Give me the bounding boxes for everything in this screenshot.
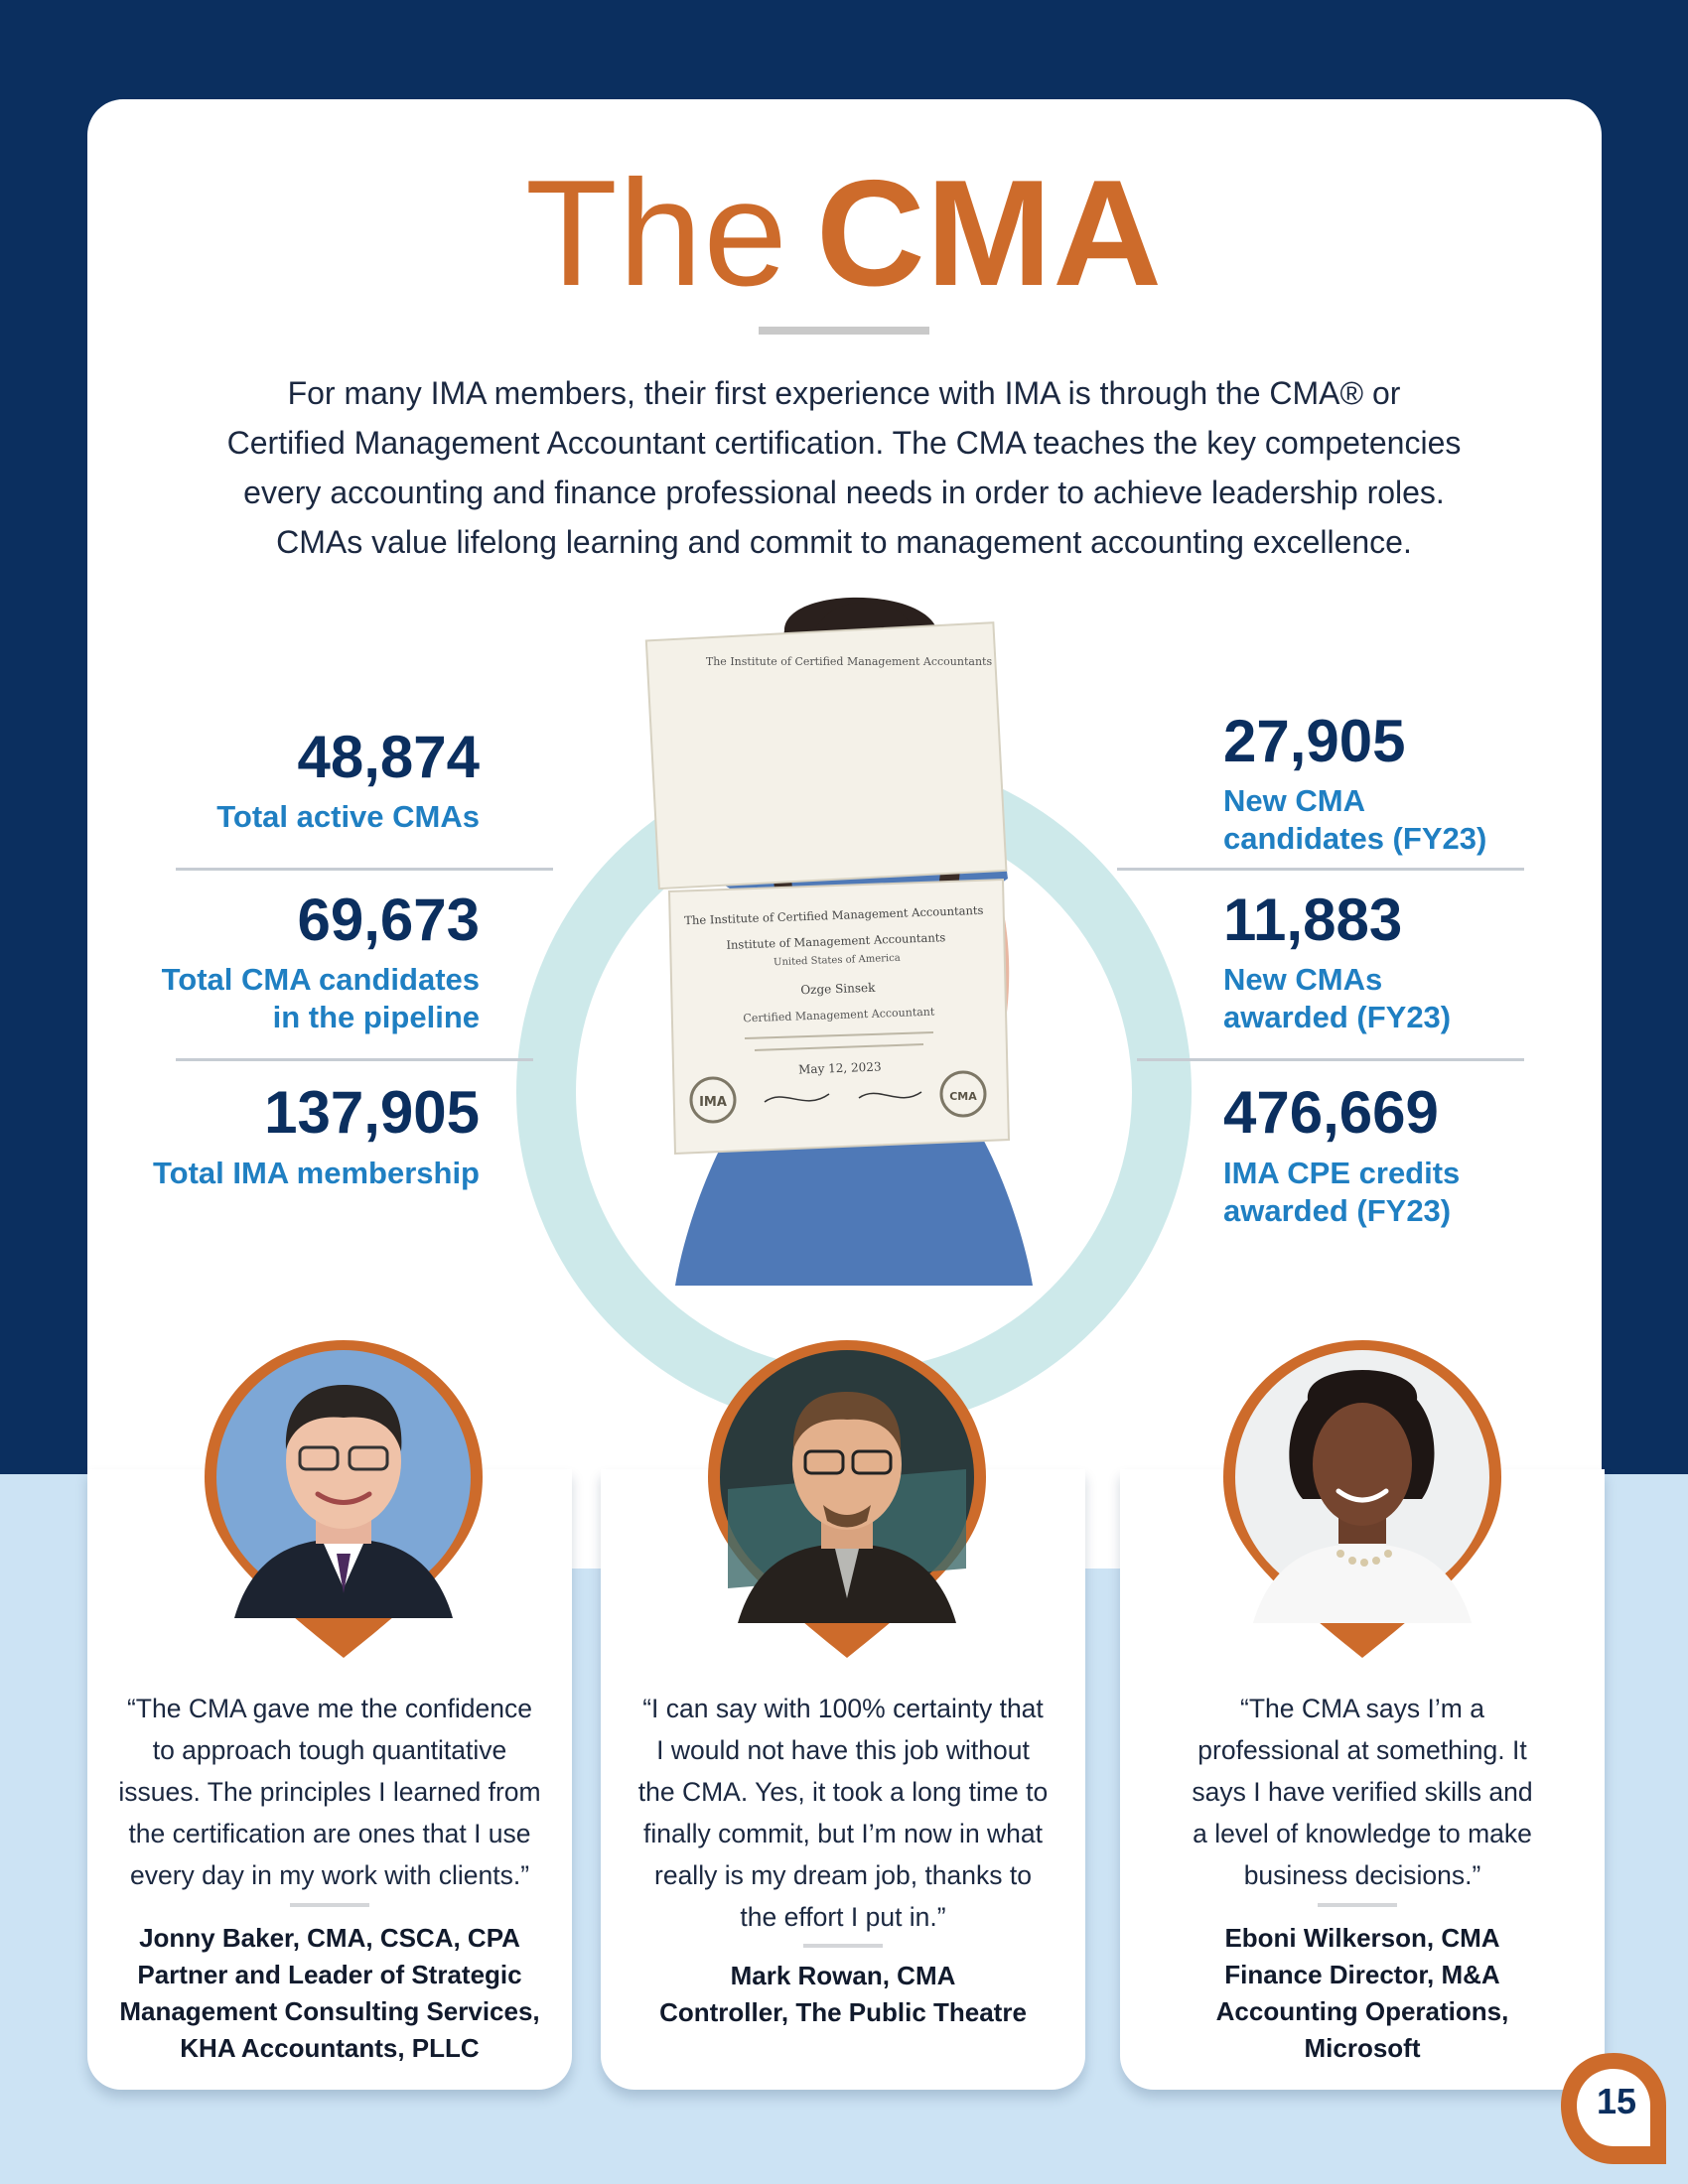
attribution-line: Accounting Operations, [1215, 1996, 1509, 2026]
avatar-pin-jonny-baker [195, 1330, 492, 1668]
testimonial-quote [1120, 1688, 1605, 1896]
quote-divider [290, 1903, 369, 1907]
stat-value: 137,905 [264, 1079, 480, 1146]
attribution-line: Management Consulting Services, [119, 1996, 540, 2026]
title-bold: CMA [815, 149, 1164, 318]
quote-line: the effort I put in.” [740, 1902, 946, 1932]
quote-line: finally commit, but I’m now in what [642, 1819, 1044, 1848]
stat-label: awarded (FY23) [1223, 1193, 1452, 1228]
stat-label: New CMA [1223, 783, 1365, 818]
intro-line: Certified Management Accountant certification. The CMA teaches the key competencies [226, 425, 1462, 461]
intro-line: CMAs value lifelong learning and commit to management accounting excellence. [276, 524, 1412, 560]
quote-divider [803, 1944, 883, 1948]
title-divider [759, 327, 929, 335]
stat-divider [1117, 868, 1524, 871]
quote-line: I would not have this job without [656, 1735, 1030, 1765]
quote-line: says I have verified skills and [1192, 1777, 1533, 1807]
quote-line: “The CMA gave me the confidence [126, 1694, 533, 1723]
quote-line: the CMA. Yes, it took a long time to [637, 1777, 1049, 1807]
stat-label: awarded (FY23) [1223, 1000, 1452, 1034]
avatar-pin-mark-rowan [698, 1330, 996, 1668]
testimonial-quote [87, 1688, 572, 1896]
certificate-date: May 12, 2023 [797, 1059, 882, 1077]
certificate-designation: Certified Management Accountant [743, 1005, 935, 1025]
title-light: The [524, 149, 788, 318]
quote-line: to approach tough quantitative [152, 1735, 507, 1765]
intro-paragraph [149, 368, 1539, 567]
stat-value: 48,874 [297, 724, 480, 790]
certificate-line-2: Institute of Management Accountants [726, 930, 946, 952]
intro-line: every accounting and finance professional needs in order to achieve leadership roles. [243, 475, 1445, 510]
page-title [0, 149, 1688, 318]
testimonial-quote [601, 1688, 1085, 1938]
stat-label: IMA CPE credits [1223, 1156, 1461, 1190]
certificate-line-3: United States of America [773, 952, 901, 969]
attribution-line: Mark Rowan, CMA [730, 1961, 956, 1990]
quote-line: every day in my work with clients.” [129, 1860, 530, 1890]
testimonial-attribution [1120, 1920, 1605, 2067]
quote-line: issues. The principles I learned from [118, 1777, 541, 1807]
quote-divider [1318, 1903, 1397, 1907]
quote-line: business decisions.” [1243, 1860, 1481, 1890]
stat-label: in the pipeline [272, 1000, 480, 1034]
attribution-line: Finance Director, M&A [1224, 1960, 1500, 1989]
stat-label: Total IMA membership [153, 1156, 480, 1190]
attribution-line: KHA Accountants, PLLC [180, 2033, 480, 2063]
quote-line: “I can say with 100% certainty that [642, 1694, 1044, 1723]
avatar-pin-eboni-wilkerson [1213, 1330, 1511, 1668]
certificate-name: Ozge Sinsek [800, 980, 876, 998]
attribution-line: Controller, The Public Theatre [659, 1997, 1027, 2027]
quote-line: really is my dream job, thanks to [654, 1860, 1032, 1890]
stat-divider [1137, 1058, 1524, 1061]
certificate [706, 655, 993, 668]
stat-value: 27,905 [1223, 708, 1406, 774]
attribution-line: Partner and Leader of Strategic [137, 1960, 522, 1989]
stat-value: 69,673 [297, 887, 480, 953]
certificate-line: The Institute of Certified Management Accountants [705, 655, 993, 668]
stat-label: Total active CMAs [216, 799, 480, 834]
page-number: 15 [1596, 2081, 1637, 2121]
stat-value: 11,883 [1223, 887, 1403, 953]
testimonial-attribution [87, 1920, 572, 2067]
attribution-line: Jonny Baker, CMA, CSCA, CPA [139, 1923, 520, 1953]
stat-divider [176, 1058, 533, 1061]
stat-label: candidates (FY23) [1223, 821, 1487, 856]
ima-seal-text: IMA [699, 1095, 727, 1110]
stat-value: 476,669 [1223, 1079, 1439, 1146]
testimonial-attribution [601, 1958, 1085, 2031]
attribution-line: Eboni Wilkerson, CMA [1224, 1923, 1500, 1953]
quote-line: the certification are ones that I use [128, 1819, 531, 1848]
stat-label: New CMAs [1223, 962, 1383, 997]
stat-label: Total CMA candidates [161, 962, 480, 997]
quote-line: professional at something. It [1197, 1735, 1527, 1765]
cma-seal-text: CMA [949, 1090, 977, 1103]
quote-line: “The CMA says I’m a [1240, 1694, 1484, 1723]
attribution-line: Microsoft [1304, 2033, 1421, 2063]
certificate-line-1: The Institute of Certified Management Accountants [684, 902, 984, 928]
intro-line: For many IMA members, their first experience with IMA is through the CMA® or [287, 375, 1401, 411]
quote-line: a level of knowledge to make [1193, 1819, 1532, 1848]
certificate [655, 874, 1013, 1161]
stat-divider [176, 868, 553, 871]
